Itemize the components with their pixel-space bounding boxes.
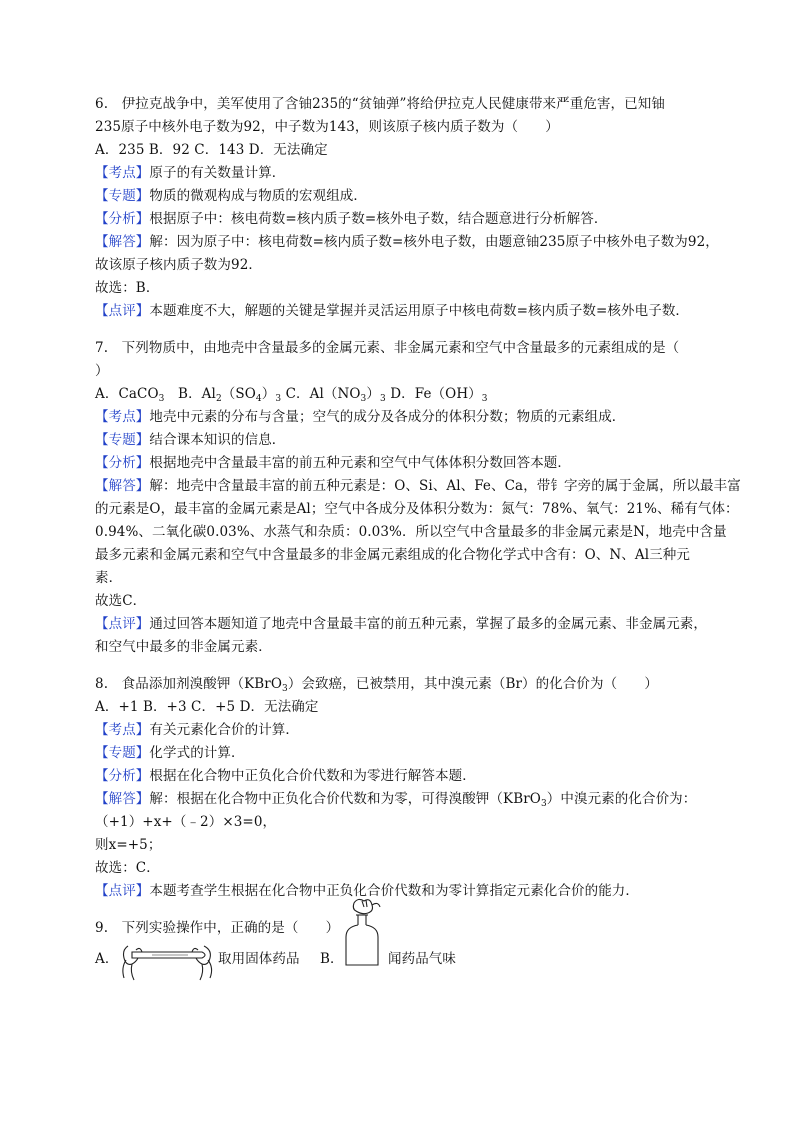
subscript: 3 [481,394,488,404]
fenxi-text: 根据地壳中含量最丰富的前五种元素和空气中气体体积分数回答本题． [149,455,572,471]
subscript: 3 [379,394,386,404]
q6-stem-line-2: 235原子中核外电子数为92，中子数为143，则该原子核内质子数为（ ） [95,119,559,135]
q6-options: A．235 B．92 C．143 D．无法确定 [95,142,328,158]
q7-option-b: B．Al [164,386,216,402]
kaodian-tag: 【考点】 [95,409,150,425]
q7-fenxi [95,453,571,473]
q7-answer: 故选C． [95,593,147,609]
q8-fenxi [95,766,476,786]
q8-stem-b: ）会致癌，已被禁用，其中溴元素（Br）的化合价为（ ） [287,676,659,692]
q6-jieda-line-1 [95,232,719,252]
q9-caption-b: 闻药品气味 [388,951,456,967]
subscript: 4 [255,394,262,404]
q9-option-b: B． [320,951,344,967]
q7-jieda-line-2: 的元素是O，最丰富的金属元素是Al；空气中各成分及体积分数为：氮气：78%、氧气：21%、稀有气体： [95,501,739,517]
jieda-tag: 【解答】 [95,234,150,250]
q7-kaodian [95,407,625,427]
subscript: 3 [360,394,367,404]
q8-stem [95,674,658,694]
q9-stem: 9. 下列实验操作中，正确的是（ ） [95,920,340,936]
zhuanti-text: 化学式的计算． [149,745,245,761]
zhuanti-text: 物质的微观构成与物质的宏观组成． [149,188,368,204]
q7-jieda-line-5: 素． [95,570,123,586]
q7-option-c: C．Al（NO [281,386,361,402]
q6-dianping [95,301,689,321]
q8-zhuanti [95,743,245,763]
q8-stem-a: 8. 食品添加剂溴酸钾（KBrO [95,676,283,692]
fenxi-tag: 【分析】 [95,455,150,471]
q7-jieda-line-4: 最多元素和金属元素和空气中含量最多的非金属元素组成的化合物化学式中含有：O、N、Al三种元 [95,547,690,563]
q8-jieda-line-1 [95,789,696,809]
jieda-text-b: ）中溴元素的化合价为： [546,791,697,807]
dianping-tag: 【点评】 [95,616,150,632]
fenxi-text: 根据在化合物中正负化合价代数和为零进行解答本题． [149,768,476,784]
q7-jieda-line-1 [95,476,741,496]
q8-jieda-line-2: （+1）+x+（﹣2）×3=0， [95,814,277,830]
dianping-tag: 【点评】 [95,303,150,319]
kaodian-text: 地壳中元素的分布与含量；空气的成分及各成分的体积分数；物质的元素组成． [149,409,626,425]
jieda-text: 解：根据在化合物中正负化合价代数和为零，可得溴酸钾（KBrO [149,791,541,807]
jieda-text: 解：因为原子中：核电荷数=核内质子数=核外电子数，由题意铀235原子中核外电子数为92， [149,234,719,250]
q8-kaodian [95,720,299,740]
fenxi-text: 根据原子中：核电荷数=核内质子数=核外电子数，结合题意进行分析解答． [149,211,608,227]
q9-option-a: A． [95,951,119,967]
subscript: 3 [275,394,282,404]
q8-answer: 故选：C． [95,860,160,876]
jieda-tag: 【解答】 [95,791,150,807]
q8-options: A．+1 B．+3 C．+5 D．无法确定 [95,699,319,715]
subscript: 3 [540,799,547,809]
subscript: 3 [158,394,165,404]
q7-option-b-mid: （SO [221,386,256,402]
dianping-text: 本题难度不大，解题的关键是掌握并灵活运用原子中核电荷数=核内质子数=核外电子数． [149,303,690,319]
q6-stem-line-1: 6. 伊拉克战争中，美军使用了含铀235的“贫铀弹”将给伊拉克人民健康带来严重危害，已知铀 [95,96,665,112]
q6-fenxi [95,209,607,229]
q7-stem-line-2: ） [95,363,109,379]
kaodian-text: 原子的有关数量计算． [149,165,286,181]
kaodian-text: 有关元素化合价的计算． [149,722,300,738]
q6-answer: 故选：B． [95,280,160,296]
q7-stem-line-1: 7. 下列物质中，由地壳中含量最多的金属元素、非金属元素和空气中含量最多的元素组成的是（ [95,340,680,356]
q7-option-c-end: ） [366,386,380,402]
kaodian-tag: 【考点】 [95,165,150,181]
kaodian-tag: 【考点】 [95,722,150,738]
q6-zhuanti [95,186,367,206]
zhuanti-tag: 【专题】 [95,432,150,448]
jieda-text: 解：地壳中含量最丰富的前五种元素是：O、Si、Al、Fe、Ca，带钅字旁的属于金属，所以最丰富 [149,478,741,494]
q6-kaodian [95,163,285,183]
zhuanti-tag: 【专题】 [95,188,150,204]
dianping-text: 本题考查学生根据在化合物中正负化合价代数和为零计算指定元素化合价的能力． [149,883,640,899]
subscript: 2 [215,394,222,404]
test-tube-figure [118,938,218,988]
fenxi-tag: 【分析】 [95,768,150,784]
q6-jieda-line-2: 故该原子核内质子数为92． [95,257,262,273]
fenxi-tag: 【分析】 [95,211,150,227]
zhuanti-tag: 【专题】 [95,745,150,761]
q8-jieda-line-3: 则x=+5； [95,837,162,853]
reagent-bottle-figure [340,895,384,967]
subscript: 3 [282,684,288,694]
zhuanti-text: 结合课本知识的信息． [149,432,286,448]
dianping-tag: 【点评】 [95,883,150,899]
q7-zhuanti [95,430,285,450]
q7-option-d: D．Fe（OH） [385,386,482,402]
q9-caption-a: 取用固体药品 [218,951,300,967]
jieda-tag: 【解答】 [95,478,150,494]
q7-jieda-line-3: 0.94%、二氧化碳0.03%、水蒸气和杂质：0.03%．所以空气中含量最多的非金属元素是N，地壳中含量 [95,524,727,540]
q7-option-b-end: ） [261,386,276,402]
q7-option-a: A．CaCO [95,386,159,402]
q7-dianping-line-1 [95,614,707,634]
q7-options [95,384,488,404]
dianping-text: 通过回答本题知道了地壳中含量最丰富的前五种元素，掌握了最多的金属元素、非金属元素， [149,616,708,632]
q7-dianping-line-2: 和空气中最多的非金属元素． [95,639,272,655]
